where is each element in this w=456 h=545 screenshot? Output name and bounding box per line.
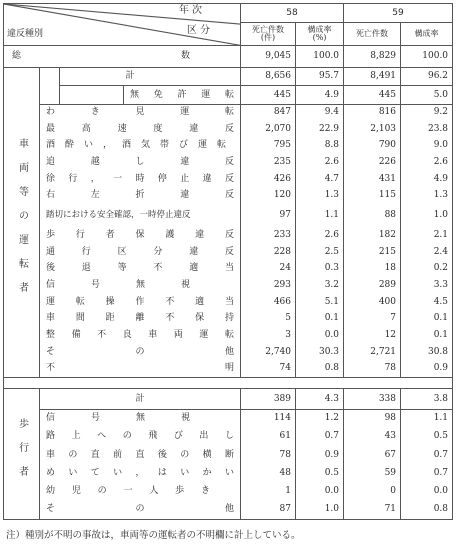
driver-row-deaths-59: 2,103 bbox=[344, 121, 401, 138]
driver-row-ratio-58: 3.2 bbox=[296, 277, 344, 294]
total-ratio-58: 100.0 bbox=[296, 46, 344, 68]
driver-row-ratio-58: 1.1 bbox=[296, 204, 344, 227]
driver-row-deaths-59: 88 bbox=[344, 204, 401, 227]
pedestrian-row-deaths-58: 78 bbox=[241, 446, 296, 464]
pedestrian-row-label: 車の直前直後の横断 bbox=[40, 446, 241, 464]
driver-row-label: 踏切における安全確認，一時停止違反 bbox=[40, 204, 241, 227]
pedestrian-row-ratio-58: 0.5 bbox=[296, 464, 344, 482]
header-deaths-58: 死亡件数 (件) bbox=[241, 23, 296, 46]
pedestrians-subtotal-ratio-58: 4.3 bbox=[296, 389, 344, 410]
pedestrian-row-label: 信号無視 bbox=[40, 409, 241, 427]
pedestrian-row-ratio-58: 0.7 bbox=[296, 428, 344, 446]
driver-row-label: その他 bbox=[40, 344, 241, 361]
pedestrian-row-ratio-58: 1.2 bbox=[296, 409, 344, 427]
pedestrian-row-label: 幼児の一人歩き bbox=[40, 483, 241, 501]
driver-row-deaths-58: 97 bbox=[241, 204, 296, 227]
driver-row-deaths-59: 12 bbox=[344, 327, 401, 344]
header-year-59: 59 bbox=[344, 4, 453, 23]
driver-row-ratio-59: 9.2 bbox=[401, 104, 453, 121]
driver-row-deaths-59: 226 bbox=[344, 154, 401, 171]
driver-row-label: 後退等不適当 bbox=[40, 261, 241, 278]
driver-row-deaths-58: 2,740 bbox=[241, 344, 296, 361]
section-spacer bbox=[4, 377, 453, 388]
driver-row-ratio-58: 9.4 bbox=[296, 104, 344, 121]
pedestrian-row-ratio-58: 1.0 bbox=[296, 501, 344, 520]
pedestrian-row-deaths-58: 48 bbox=[241, 464, 296, 482]
driver-row-ratio-58: 0.1 bbox=[296, 311, 344, 328]
pedestrian-row-ratio-59: 0.0 bbox=[401, 483, 453, 501]
driver-row-ratio-58: 1.3 bbox=[296, 188, 344, 205]
pedestrian-row-ratio-59: 0.5 bbox=[401, 428, 453, 446]
driver-row-deaths-59: 431 bbox=[344, 171, 401, 188]
driver-row-deaths-58: 2,070 bbox=[241, 121, 296, 138]
pedestrians-subtotal-ratio-59: 3.8 bbox=[401, 389, 453, 410]
driver-row-deaths-58: 24 bbox=[241, 261, 296, 278]
driver-row-ratio-58: 5.1 bbox=[296, 294, 344, 311]
driver-row-label: 追越し違反 bbox=[40, 154, 241, 171]
pedestrian-row-label: 路上への飛び出し bbox=[40, 428, 241, 446]
driver-row-ratio-59: 30.8 bbox=[401, 344, 453, 361]
driver-row-deaths-59: 2,721 bbox=[344, 344, 401, 361]
pedestrian-row-ratio-59: 0.7 bbox=[401, 446, 453, 464]
drivers-subtotal-label: 計 bbox=[60, 68, 241, 86]
driver-row-deaths-58: 5 bbox=[241, 311, 296, 328]
pedestrians-group-label: 歩行者 bbox=[4, 389, 40, 520]
pedestrian-row-label: その他 bbox=[40, 501, 241, 520]
driver-row-ratio-59: 0.9 bbox=[401, 361, 453, 378]
driver-row-label: 最高速度違反 bbox=[40, 121, 241, 138]
unlicensed-deaths-59: 445 bbox=[344, 86, 401, 104]
driver-row-ratio-59: 9.0 bbox=[401, 138, 453, 155]
drivers-group-label: 車両等の運転者 bbox=[4, 68, 40, 378]
driver-row-deaths-59: 18 bbox=[344, 261, 401, 278]
driver-row-ratio-59: 2.1 bbox=[401, 227, 453, 244]
driver-row-ratio-59: 1.0 bbox=[401, 204, 453, 227]
pedestrians-subtotal-label: 計 bbox=[40, 389, 241, 410]
pedestrian-row-deaths-59: 0 bbox=[344, 483, 401, 501]
driver-row-label: 酒酔い，酒気帯び運転 bbox=[40, 138, 241, 155]
driver-row-deaths-59: 182 bbox=[344, 227, 401, 244]
driver-row-ratio-58: 4.7 bbox=[296, 171, 344, 188]
driver-row-deaths-58: 120 bbox=[241, 188, 296, 205]
driver-row-ratio-58: 2.6 bbox=[296, 154, 344, 171]
driver-row-ratio-58: 8.8 bbox=[296, 138, 344, 155]
pedestrian-row-deaths-59: 59 bbox=[344, 464, 401, 482]
drivers-subtotal-ratio-59: 96.2 bbox=[401, 68, 453, 86]
total-ratio-59: 100.0 bbox=[401, 46, 453, 68]
driver-row-ratio-58: 0.8 bbox=[296, 361, 344, 378]
driver-row-deaths-59: 400 bbox=[344, 294, 401, 311]
driver-row-deaths-58: 847 bbox=[241, 104, 296, 121]
driver-row-deaths-59: 215 bbox=[344, 244, 401, 261]
pedestrians-subtotal-deaths-58: 389 bbox=[241, 389, 296, 410]
driver-row-deaths-58: 293 bbox=[241, 277, 296, 294]
header-year-label: 年 次 bbox=[178, 5, 202, 16]
driver-row-deaths-59: 816 bbox=[344, 104, 401, 121]
driver-row-ratio-58: 30.3 bbox=[296, 344, 344, 361]
pedestrians-subtotal-deaths-59: 338 bbox=[344, 389, 401, 410]
driver-row-label: 不明 bbox=[40, 361, 241, 378]
driver-row-deaths-58: 3 bbox=[241, 327, 296, 344]
driver-row-ratio-58: 22.9 bbox=[296, 121, 344, 138]
driver-row-deaths-58: 235 bbox=[241, 154, 296, 171]
unlicensed-ratio-59: 5.0 bbox=[401, 86, 453, 104]
driver-row-ratio-59: 0.1 bbox=[401, 327, 453, 344]
violation-deaths-table bbox=[3, 3, 453, 520]
driver-row-label: わき見運転 bbox=[40, 104, 241, 121]
pedestrian-row-ratio-59: 0.8 bbox=[401, 501, 453, 520]
driver-row-ratio-59: 0.1 bbox=[401, 311, 453, 328]
pedestrian-row-ratio-59: 0.7 bbox=[401, 464, 453, 482]
driver-row-label: 車間距離不保持 bbox=[40, 311, 241, 328]
driver-row-ratio-58: 0.0 bbox=[296, 327, 344, 344]
unlicensed-label: 無免許運転 bbox=[124, 86, 241, 104]
header-deaths-59: 死亡件数 bbox=[344, 23, 401, 46]
driver-row-ratio-59: 2.6 bbox=[401, 154, 453, 171]
driver-row-deaths-59: 7 bbox=[344, 311, 401, 328]
driver-row-deaths-58: 466 bbox=[241, 294, 296, 311]
driver-row-label: 信号無視 bbox=[40, 277, 241, 294]
driver-row-label: 歩行者保護違反 bbox=[40, 227, 241, 244]
driver-row-deaths-59: 289 bbox=[344, 277, 401, 294]
driver-row-label: 通行区分違反 bbox=[40, 244, 241, 261]
driver-row-deaths-58: 74 bbox=[241, 361, 296, 378]
unlicensed-ratio-58: 4.9 bbox=[296, 86, 344, 104]
pedestrian-row-ratio-59: 1.1 bbox=[401, 409, 453, 427]
pedestrian-row-ratio-58: 0.0 bbox=[296, 483, 344, 501]
driver-row-ratio-59: 3.3 bbox=[401, 277, 453, 294]
driver-row-deaths-58: 426 bbox=[241, 171, 296, 188]
driver-row-ratio-59: 23.8 bbox=[401, 121, 453, 138]
driver-row-deaths-58: 228 bbox=[241, 244, 296, 261]
unlicensed-deaths-58: 445 bbox=[241, 86, 296, 104]
driver-row-ratio-59: 4.5 bbox=[401, 294, 453, 311]
total-deaths-58: 9,045 bbox=[241, 46, 296, 68]
drivers-indent bbox=[40, 68, 60, 105]
unlicensed-spacer bbox=[60, 86, 124, 104]
pedestrian-row-deaths-59: 98 bbox=[344, 409, 401, 427]
driver-row-deaths-59: 790 bbox=[344, 138, 401, 155]
pedestrian-row-deaths-58: 87 bbox=[241, 501, 296, 520]
header-kubun-label: 区 分 bbox=[186, 25, 210, 36]
header-violation-type-label: 違反種別 bbox=[7, 29, 44, 39]
pedestrian-row-deaths-58: 61 bbox=[241, 428, 296, 446]
driver-row-label: 徐行，一時停止違反 bbox=[40, 171, 241, 188]
driver-row-deaths-59: 115 bbox=[344, 188, 401, 205]
driver-row-deaths-59: 78 bbox=[344, 361, 401, 378]
driver-row-label: 整備不良車両運転 bbox=[40, 327, 241, 344]
header-year-58: 58 bbox=[241, 4, 344, 23]
table-footnote: 注）種別が不明の事故は，車両等の運転者の不明欄に計上している。 bbox=[6, 530, 301, 541]
drivers-subtotal-deaths-59: 8,491 bbox=[344, 68, 401, 86]
pedestrian-row-deaths-58: 114 bbox=[241, 409, 296, 427]
header-ratio-59: 構成率 bbox=[401, 23, 453, 46]
driver-row-ratio-58: 2.5 bbox=[296, 244, 344, 261]
pedestrian-row-ratio-58: 0.9 bbox=[296, 446, 344, 464]
total-deaths-59: 8,829 bbox=[344, 46, 401, 68]
driver-row-ratio-58: 2.6 bbox=[296, 227, 344, 244]
pedestrian-row-deaths-59: 71 bbox=[344, 501, 401, 520]
driver-row-ratio-59: 4.9 bbox=[401, 171, 453, 188]
driver-row-ratio-59: 2.4 bbox=[401, 244, 453, 261]
driver-row-ratio-59: 0.2 bbox=[401, 261, 453, 278]
pedestrian-row-deaths-59: 43 bbox=[344, 428, 401, 446]
header-ratio-58: 構成率 (%) bbox=[296, 23, 344, 46]
driver-row-label: 右左折違反 bbox=[40, 188, 241, 205]
driver-row-label: 運転操作不適当 bbox=[40, 294, 241, 311]
driver-row-ratio-58: 0.3 bbox=[296, 261, 344, 278]
driver-row-deaths-58: 233 bbox=[241, 227, 296, 244]
pedestrian-row-deaths-58: 1 bbox=[241, 483, 296, 501]
driver-row-deaths-58: 795 bbox=[241, 138, 296, 155]
drivers-subtotal-ratio-58: 95.7 bbox=[296, 68, 344, 86]
drivers-subtotal-deaths-58: 8,656 bbox=[241, 68, 296, 86]
pedestrian-row-label: めいてい，はいかい bbox=[40, 464, 241, 482]
pedestrian-row-deaths-59: 67 bbox=[344, 446, 401, 464]
total-label: 総 数 bbox=[4, 46, 241, 68]
header-diagonal-cell bbox=[4, 4, 241, 46]
driver-row-ratio-59: 1.3 bbox=[401, 188, 453, 205]
